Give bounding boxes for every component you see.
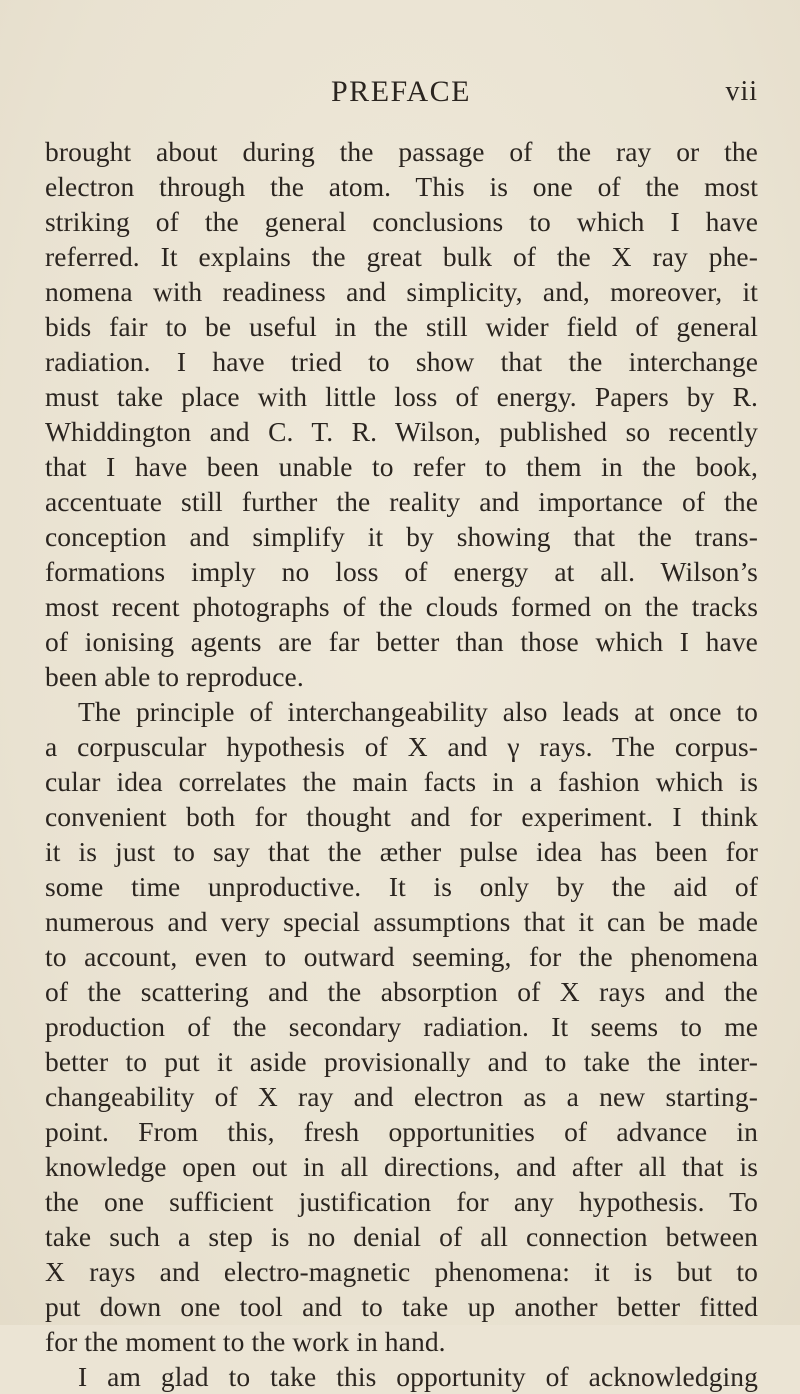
text-line: numerous and very special assumptions that it can be made [45, 906, 758, 937]
paragraph-start-line: The principle of interchangeability also leads at once to [78, 696, 758, 727]
text-line: cular idea correlates the main facts in a fashion which is [45, 766, 758, 797]
running-title: PREFACE [331, 75, 471, 108]
text-line: formations imply no loss of energy at all. Wilson’s [45, 556, 758, 587]
text-line: accentuate still further the reality and importance of the [45, 486, 758, 517]
page-number: vii [725, 76, 758, 107]
text-line: point. From this, fresh opportunities of advance in [45, 1116, 758, 1147]
text-line: referred. It explains the great bulk of the X ray phe- [45, 241, 758, 272]
text-line: conception and simplify it by showing that the trans- [45, 521, 758, 552]
text-line: production of the secondary radiation. It seems to me [45, 1011, 758, 1042]
text-line: nomena with readiness and simplicity, and, moreover, it [45, 276, 758, 307]
text-line: of the scattering and the absorption of X rays and the [45, 976, 758, 1007]
text-line: a corpuscular hypothesis of X and γ rays. The corpus- [45, 731, 758, 762]
text-line: of ionising agents are far better than those which I have [45, 626, 758, 657]
body-text [45, 134, 758, 1394]
text-line: put down one tool and to take up another better fitted [45, 1291, 758, 1322]
text-line: changeability of X ray and electron as a new starting- [45, 1081, 758, 1112]
text-line: X rays and electro-magnetic phenomena: it is but to [45, 1256, 758, 1287]
text-line: knowledge open out in all directions, and after all that is [45, 1151, 758, 1182]
text-line: Whiddington and C. T. R. Wilson, published so recently [45, 416, 758, 447]
text-line: convenient both for thought and for experiment. I think [45, 801, 758, 832]
text-line: must take place with little loss of energy. Papers by R. [45, 381, 758, 412]
text-line: take such a step is no denial of all connection between [45, 1221, 758, 1252]
text-line: striking of the general conclusions to which I have [45, 206, 758, 237]
text-line: radiation. I have tried to show that the interchange [45, 346, 758, 377]
text-line: electron through the atom. This is one of the most [45, 171, 758, 202]
text-line: better to put it aside provisionally and to take the inter- [45, 1046, 758, 1077]
paragraph-end-line: been able to reproduce. [45, 661, 304, 692]
text-line: it is just to say that the æther pulse idea has been for [45, 836, 758, 867]
text-line: that I have been unable to refer to them in the book, [45, 451, 758, 482]
text-line: brought about during the passage of the ray or the [45, 136, 758, 167]
paragraph-end-line: for the moment to the work in hand. [45, 1326, 446, 1357]
paragraph-start-line: I am glad to take this opportunity of acknowledging [78, 1361, 758, 1392]
text-line: most recent photographs of the clouds formed on the tracks [45, 591, 758, 622]
text-line: to account, even to outward seeming, for the phenomena [45, 941, 758, 972]
text-line: the one sufficient justification for any hypothesis. To [45, 1186, 758, 1217]
text-line: some time unproductive. It is only by the aid of [45, 871, 758, 902]
text-line: bids fair to be useful in the still wider field of general [45, 311, 758, 342]
running-head [42, 72, 760, 112]
